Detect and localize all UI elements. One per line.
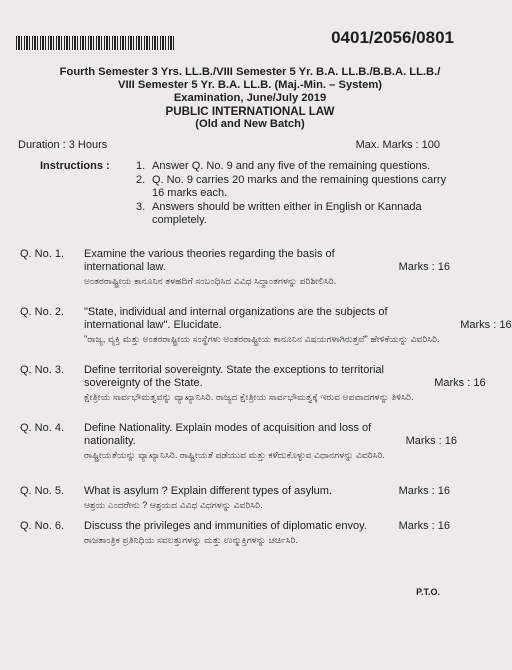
instructions-label: Instructions :: [40, 160, 110, 172]
max-marks: Max. Marks : 100: [355, 139, 440, 151]
question-marks: Marks : 16: [398, 261, 450, 273]
question-label: Q. No. 4.: [20, 422, 65, 434]
question-label: Q. No. 3.: [20, 364, 65, 376]
question-text-kannada: ರಾಜತಾಂತ್ರಿಕ ಪ್ರತಿನಿಧಿಯ ಸವಲತ್ತುಗಳನ್ನು ಮತ್ತು ಉನ್ಮುಕ್ತಿಗಳನ್ನು ಚರ್ಚಿಸಿರಿ.: [84, 535, 299, 545]
question-1: [20, 248, 450, 287]
question-text-kannada: ಆಶ್ರಯ ಎಂದರೇನು ? ಆಶ್ರಯದ ವಿವಿಧ ವಿಧಗಳನ್ನು ವಿವರಿಸಿರಿ.: [84, 500, 263, 510]
duration: Duration : 3 Hours: [18, 139, 108, 151]
question-text-kannada: ಕ್ಷೇತ್ರೀಯ ಸಾರ್ವಭೌಮತ್ವವನ್ನು ವ್ಯಾಖ್ಯಾನಿಸಿರಿ. ರಾಜ್ಯದ ಕ್ಷೇತ್ರೀಯ ಸಾರ್ವಭೌಮತ್ವಕ್ಕೆ ಇರುವ ಅಪವಾದಗಳನ್ನು ತಿಳಿಸಿರಿ.: [84, 392, 414, 402]
page-turn-note: P.T.O.: [416, 587, 440, 597]
question-marks: Marks : 16: [398, 520, 450, 532]
question-marks: Marks : 16: [405, 435, 457, 447]
exam-header: [40, 66, 460, 131]
question-3: [20, 364, 486, 403]
barcode: [16, 36, 176, 50]
question-text: Examine the various theories regarding the basis of international law.: [84, 248, 335, 273]
question-text-kannada: ರಾಷ್ಟ್ರೀಯತೆಯನ್ನು ವ್ಯಾಖ್ಯಾನಿಸಿರಿ. ರಾಷ್ಟ್ರೀಯತೆ ಪಡೆಯುವ ಮತ್ತು ಕಳೆದುಕೊಳ್ಳುವ ವಿಧಾನಗಳನ್ನು ವಿವರಿಸಿರಿ.: [84, 450, 385, 460]
question-4: [20, 422, 457, 461]
batch-note: (Old and New Batch): [195, 118, 305, 130]
question-label: Q. No. 2.: [20, 306, 65, 318]
question-marks: Marks : 16: [398, 485, 450, 497]
semester-line-2: VIII Semester 5 Yr. B.A. LL.B. (Maj.-Min. – System): [117, 79, 383, 91]
question-6: [20, 520, 450, 546]
question-marks: Marks : 16: [460, 319, 512, 331]
question-text-kannada: "ರಾಜ್ಯ, ವ್ಯಕ್ತಿ ಮತ್ತು ಅಂತರರಾಷ್ಟ್ರೀಯ ಸಂಸ್ಥೆಗಳು ಅಂತರರಾಷ್ಟ್ರೀಯ ಕಾನೂನಿನ ವಿಷಯಗಳಾಗಿರುತ್ತವೆ" ಹೇಳಿಕೆಯನ್ನು ವಿವರಿಸಿರಿ.: [84, 334, 440, 344]
question-text: Discuss the privileges and immunities of diplomatic envoy.: [84, 520, 367, 532]
exam-meta: [18, 139, 440, 151]
subject-title: PUBLIC INTERNATIONAL LAW: [165, 105, 335, 118]
question-text: "State, individual and internal organizations are the subjects of international law". Elucidate.: [84, 306, 388, 331]
question-5: [20, 485, 450, 511]
question-2: [20, 306, 512, 345]
question-text-kannada: ಅಂತರರಾಷ್ಟ್ರೀಯ ಕಾನೂನಿನ ತಳಹದಿಗೆ ಸಂಬಂಧಿಸಿದ ವಿವಿಧ ಸಿದ್ಧಾಂತಗಳನ್ನು ಪರಿಶೀಲಿಸಿರಿ.: [84, 276, 337, 286]
question-text: Define territorial sovereignty. State the exceptions to territorial sovereignty of the State.: [84, 364, 384, 389]
question-label: Q. No. 6.: [20, 520, 65, 532]
question-text: Define Nationality. Explain modes of acquisition and loss of nationality.: [84, 422, 372, 447]
instruction-item: 2. Q. No. 9 carries 20 marks and the remaining questions carry 16 marks each.: [136, 174, 447, 199]
paper-code: 0401/2056/0801: [331, 28, 454, 47]
question-label: Q. No. 5.: [20, 485, 65, 497]
question-marks: Marks : 16: [434, 377, 486, 389]
instruction-item: 3. Answers should be written either in English or Kannada completely.: [136, 201, 422, 226]
question-label: Q. No. 1.: [20, 248, 65, 260]
question-text: What is asylum ? Explain different types of asylum.: [84, 485, 333, 497]
instructions-block: [40, 160, 450, 228]
exam-session: Examination, June/July 2019: [173, 92, 327, 104]
instruction-item: 1. Answer Q. No. 9 and any five of the remaining questions.: [136, 160, 431, 172]
semester-line-1: Fourth Semester 3 Yrs. LL.B./VIII Semester 5 Yr. B.A. LL.B./B.B.A. LL.B./: [59, 66, 441, 78]
